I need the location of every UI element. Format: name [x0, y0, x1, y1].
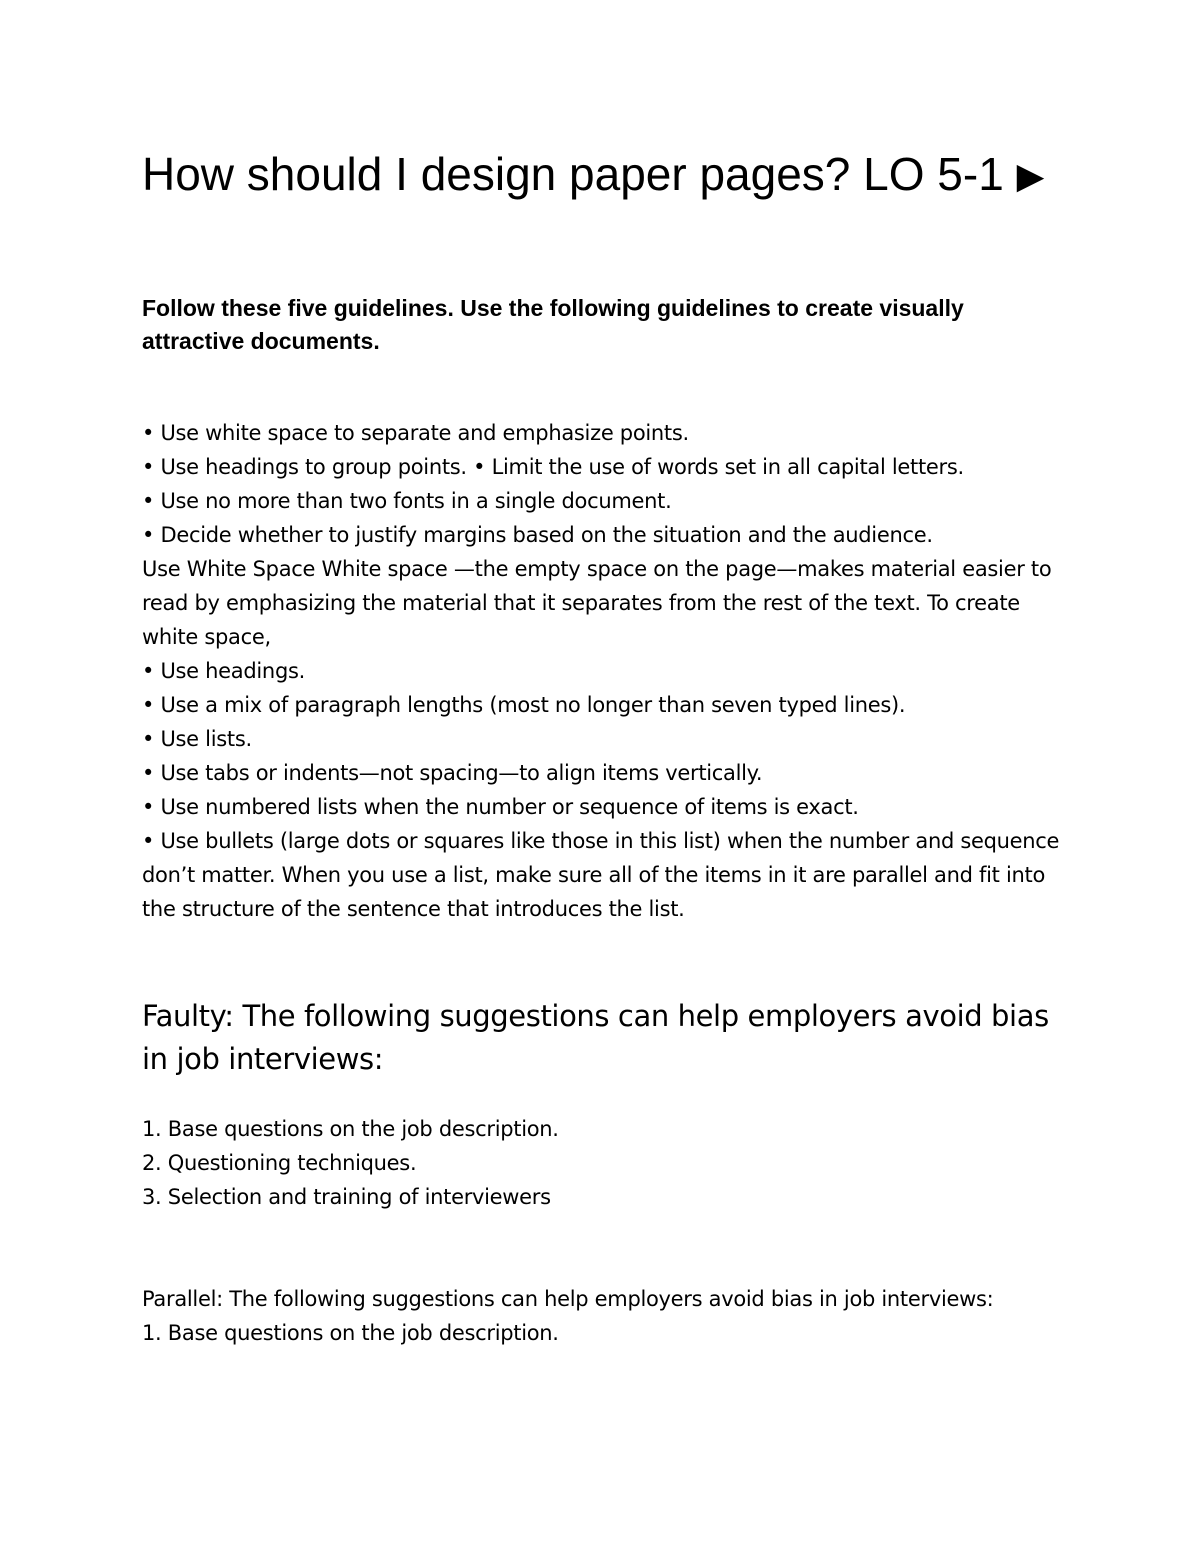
white-space-line: • Use tabs or indents—not spacing—to align items vertically.: [142, 761, 763, 785]
guidelines-section: [142, 416, 1072, 926]
parallel-section: [142, 1282, 1072, 1350]
faulty-list: [142, 1112, 1072, 1214]
parallel-list-item: 1. Base questions on the job description.: [142, 1321, 559, 1345]
white-space-line: • Use bullets (large dots or squares like those in this list) when the number and sequence don’t matter. When you use a list, make sure all of the items in it are parallel and fit into the structure of the sentence that introduces the list.: [142, 829, 1060, 921]
page-title: [142, 146, 1072, 206]
parallel-intro: Parallel: The following suggestions can help employers avoid bias in job interviews:: [142, 1287, 994, 1311]
page-title-text: How should I design paper pages? LO 5-1: [142, 148, 1004, 200]
guideline-line: • Use no more than two fonts in a single document.: [142, 489, 672, 513]
intro-paragraph: Follow these five guidelines. Use the following guidelines to create visually attractive documents.: [142, 295, 964, 354]
white-space-line: • Use headings.: [142, 659, 305, 683]
play-arrow-icon: ▶: [1016, 155, 1045, 196]
white-space-paragraph: Use White Space White space —the empty space on the page—makes material easier to read by emphasizing the material that it separates from the rest of the text. To create white space,: [142, 557, 1052, 649]
guideline-line: • Use white space to separate and emphasize points.: [142, 421, 689, 445]
faulty-list-item: 3. Selection and training of interviewers: [142, 1185, 551, 1209]
guideline-line: • Use headings to group points. • Limit the use of words set in all capital letters.: [142, 455, 964, 479]
faulty-list-item: 2. Questioning techniques.: [142, 1151, 417, 1175]
guideline-line: • Decide whether to justify margins based on the situation and the audience.: [142, 523, 933, 547]
white-space-line: • Use numbered lists when the number or sequence of items is exact.: [142, 795, 859, 819]
white-space-line: • Use lists.: [142, 727, 252, 751]
faulty-heading: Faulty: The following suggestions can help employers avoid bias in job interviews:: [142, 999, 1049, 1076]
white-space-line: • Use a mix of paragraph lengths (most no longer than seven typed lines).: [142, 693, 906, 717]
faulty-list-item: 1. Base questions on the job description.: [142, 1117, 559, 1141]
